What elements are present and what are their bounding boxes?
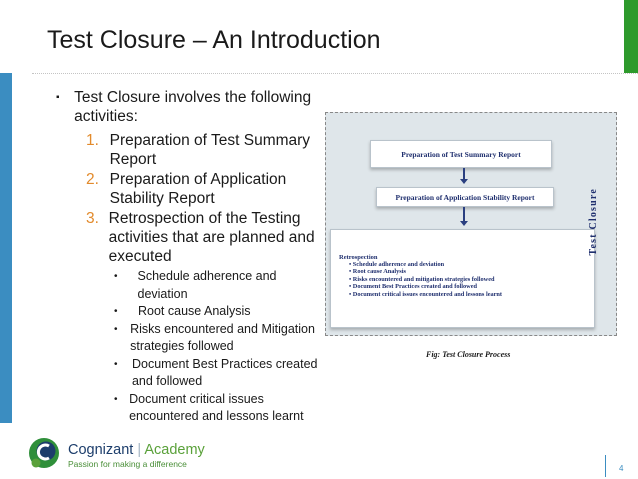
figure-retrospection-title: Retrospection xyxy=(339,254,378,261)
sub-item-text: Root cause Analysis xyxy=(138,304,251,318)
figure-retrospection-item: • Document critical issues encountered and lessons learnt xyxy=(349,290,503,298)
logo-tagline: Passion for making a difference xyxy=(68,459,187,469)
round-bullet-icon: • xyxy=(114,323,118,335)
sub-list-item xyxy=(114,303,326,321)
sub-item-text: Schedule adherence and deviation xyxy=(137,269,277,301)
activity-item xyxy=(86,131,326,169)
sub-item-text: Document Best Practices created and followed xyxy=(131,356,318,388)
square-bullet-icon: ▪ xyxy=(56,92,60,103)
figure-summary-report-box: Preparation of Test Summary Report xyxy=(370,140,552,168)
figure-retrospection-box xyxy=(330,229,595,328)
retrospection-sublist xyxy=(114,268,326,426)
down-arrow-icon xyxy=(463,207,465,224)
figure-retrospection-item: • Root cause Analysis xyxy=(349,268,406,276)
activity-number: 3. xyxy=(86,210,99,227)
cognizant-logo-icon xyxy=(28,436,62,470)
figure-stability-report-box: Preparation of Application Stability Report xyxy=(376,187,554,207)
main-bullet xyxy=(56,88,326,126)
figure-side-label: Test Closure xyxy=(588,188,599,256)
figure-retrospection-list xyxy=(349,261,502,298)
round-bullet-icon: • xyxy=(114,358,118,370)
figure-retrospection-item: • Document Best Practices created and followed xyxy=(349,283,477,291)
down-arrow-icon xyxy=(463,168,465,182)
sub-item-text: Risks encountered and Mitigation strategies followed xyxy=(130,321,315,353)
top-right-accent-bar xyxy=(624,0,638,73)
round-bullet-icon: • xyxy=(114,271,118,282)
round-bullet-icon: • xyxy=(114,306,118,317)
activity-text: Retrospection of the Testing activities that are planned and executed xyxy=(108,210,315,265)
sub-list-item xyxy=(114,391,326,426)
activity-text: Preparation of Test Summary Report xyxy=(109,132,311,168)
cognizant-academy-logo xyxy=(28,436,208,472)
activity-number: 1. xyxy=(86,132,99,149)
slide-body xyxy=(56,88,326,426)
activity-number: 2. xyxy=(86,171,99,188)
figure-caption: Fig: Test Closure Process xyxy=(426,350,511,359)
test-closure-process-figure xyxy=(325,112,617,336)
sub-list-item xyxy=(114,356,326,391)
activity-list xyxy=(56,131,326,266)
activity-item xyxy=(86,209,326,266)
slide-title: Test Closure – An Introduction xyxy=(47,26,381,54)
logo-company-name: Cognizant xyxy=(68,442,134,458)
logo-academy-label: Academy xyxy=(144,442,205,458)
figure-retrospection-item: • Risks encountered and mitigation strategies followed xyxy=(349,275,495,283)
page-number-divider xyxy=(605,455,606,477)
activity-item xyxy=(86,170,326,208)
page-number: 4 xyxy=(619,464,624,473)
activity-text: Preparation of Application Stability Report xyxy=(109,171,287,207)
logo-separator: | xyxy=(137,442,142,458)
left-accent-bar xyxy=(0,73,12,423)
sub-list-item xyxy=(114,268,326,303)
title-divider xyxy=(32,73,638,74)
main-bullet-text: Test Closure involves the following activities: xyxy=(74,89,312,125)
round-bullet-icon: • xyxy=(114,393,118,405)
sub-item-text: Document critical issues encountered and lessons learnt xyxy=(129,391,304,423)
logo-wordmark xyxy=(68,442,205,458)
sub-list-item xyxy=(114,321,326,356)
figure-retrospection-item: • Schedule adherence and deviation xyxy=(349,261,445,268)
